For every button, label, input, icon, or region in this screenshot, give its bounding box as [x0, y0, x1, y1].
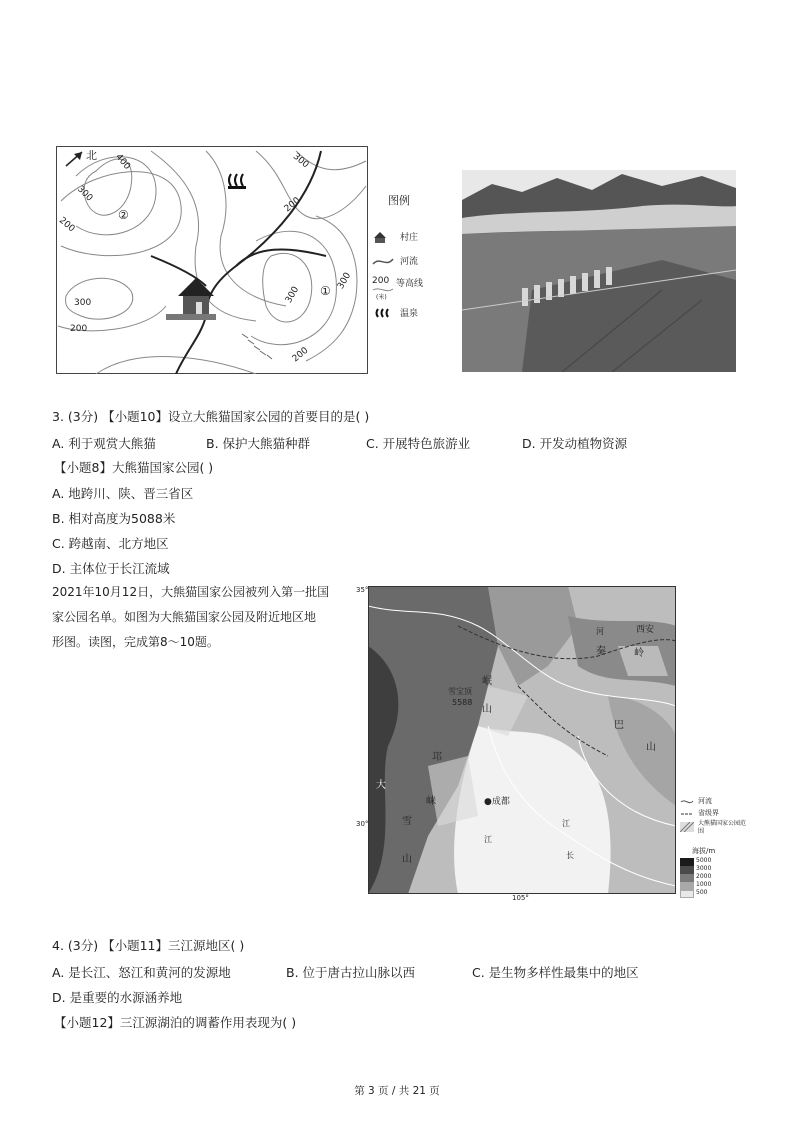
elev-label-2000: 2000: [696, 873, 712, 880]
map-label-shan: 山: [402, 854, 412, 865]
q4-stem: 4. (3分) 【小题11】三江源地区( ): [52, 938, 245, 953]
q3-sub-option-b[interactable]: B. 相对高度为5088米: [52, 511, 176, 526]
terrain-map-figure: [356, 586, 756, 902]
contour-label: 400: [113, 152, 132, 172]
map-label-he: 河: [596, 627, 604, 636]
terrain-map-svg: [368, 586, 676, 894]
legend-label-village: 村庄: [400, 233, 419, 243]
q4-option-b[interactable]: B. 位于唐古拉山脉以西: [286, 965, 416, 980]
contour-label: 300: [74, 298, 92, 308]
map-label-ba-shan: 山: [646, 742, 656, 753]
q3-option-c[interactable]: C. 开展特色旅游业: [366, 436, 471, 451]
park-range-icon: [680, 822, 694, 832]
map-label-xue: 雪: [402, 816, 412, 827]
contour-label: 200: [290, 345, 311, 365]
elev-swatch-3000: [680, 866, 694, 874]
intro-line-3: 形图。读图，完成第8～10题。: [52, 635, 219, 649]
q4-option-c[interactable]: C. 是生物多样性最集中的地区: [472, 965, 639, 980]
map-label-xuebaoding: 雪宝顶: [448, 687, 472, 696]
map-label-jiang-2: 江: [562, 819, 570, 828]
legend-title: 图例: [388, 194, 410, 207]
map-legend-river: 河流: [698, 797, 712, 805]
river-icon: [372, 254, 394, 268]
elev-swatch-1000: [680, 882, 694, 890]
map-label-xuebaoding-height: 5588: [452, 698, 473, 707]
contour-label: 300: [335, 271, 354, 291]
marker-1: ①: [320, 284, 331, 298]
legend: [374, 192, 454, 208]
aerial-photo-image: [462, 170, 736, 372]
q3-sub-stem: 【小题8】大熊猫国家公园( ): [54, 460, 214, 475]
contour-label: 300: [290, 151, 311, 171]
elev-label-5000: 5000: [696, 857, 712, 864]
elev-title: 海拔/m: [692, 847, 716, 855]
q3-option-a[interactable]: A. 利于观赏大熊猫: [52, 436, 156, 451]
elev-label-3000: 3000: [696, 865, 712, 872]
contour-label: 200: [282, 195, 303, 215]
contour-label: 300: [74, 184, 95, 204]
q3-sub-option-c[interactable]: C. 跨越南、北方地区: [52, 536, 169, 551]
hot-spring-icon: [374, 306, 392, 320]
map-legend-border: 省级界: [698, 809, 719, 817]
north-label: 北: [86, 149, 97, 162]
map-lon: 105°: [512, 894, 529, 902]
legend-label-river: 河流: [400, 257, 419, 267]
map-label-min-shan: 山: [482, 704, 492, 715]
contour-label: 300: [283, 285, 302, 305]
contour-label: 200: [56, 215, 77, 235]
legend-contour-value: 200: [372, 276, 390, 286]
q4-option-d[interactable]: D. 是重要的水源涵养地: [52, 990, 183, 1005]
map-legend: [680, 796, 756, 902]
map-label-jiang: 江: [484, 835, 492, 844]
legend-label-contour-unit: (米): [376, 294, 387, 301]
elev-label-500: 500: [696, 889, 708, 896]
elev-swatch-500: [680, 890, 694, 898]
map-lat-top: 35°: [356, 586, 369, 594]
elev-swatch-5000: [680, 858, 694, 866]
legend-items: [372, 228, 452, 324]
intro-line-1: 2021年10月12日，大熊猫国家公园被列入第一批国: [52, 585, 330, 599]
map-label-min: 岷: [482, 676, 492, 687]
map-label-qiong: 邛: [432, 752, 442, 763]
page-footer: 第 3 页 / 共 21 页: [354, 1085, 440, 1097]
river-icon: [680, 798, 694, 806]
map-label-ba: 巴: [614, 720, 624, 731]
map-label-chengdu: ●成都: [484, 797, 510, 807]
map-lat-mid: 30°: [356, 820, 369, 828]
q3-sub-option-d[interactable]: D. 主体位于长江流域: [52, 561, 170, 576]
q3-sub-option-a[interactable]: A. 地跨川、陕、晋三省区: [52, 486, 194, 501]
border-icon: [680, 810, 694, 818]
q3-stem: 3. (3分) 【小题10】设立大熊猫国家公园的首要目的是( ): [52, 409, 370, 424]
map-label-ling: 岭: [634, 648, 644, 659]
elev-swatch-2000: [680, 874, 694, 882]
q3-option-d[interactable]: D. 开发动植物资源: [522, 436, 628, 451]
legend-label-contour: 等高线: [396, 279, 424, 289]
map-label-lai: 崃: [426, 796, 436, 807]
map-legend-park: 大熊猫国家公园范围: [698, 820, 747, 835]
map-label-qin: 秦: [596, 646, 606, 657]
legend-label-hot-spring: 温泉: [400, 309, 419, 319]
aerial-photo: [462, 170, 736, 372]
contour-label: 200: [70, 324, 88, 334]
elev-label-1000: 1000: [696, 881, 712, 888]
contour-map-svg: [56, 146, 368, 374]
map-label-chang: 长: [566, 851, 574, 860]
map-label-da: 大: [376, 780, 386, 791]
map-label-xian: 西安: [636, 625, 655, 635]
q3-option-b[interactable]: B. 保护大熊猫种群: [206, 436, 311, 451]
marker-2: ②: [118, 208, 129, 222]
q4-sub-stem: 【小题12】三江源湖泊的调蓄作用表现为( ): [54, 1015, 297, 1030]
village-icon: [372, 230, 394, 244]
q4-option-a[interactable]: A. 是长江、怒江和黄河的发源地: [52, 965, 231, 980]
intro-line-2: 家公园名单。如图为大熊猫国家公园及附近地区地: [52, 610, 317, 624]
